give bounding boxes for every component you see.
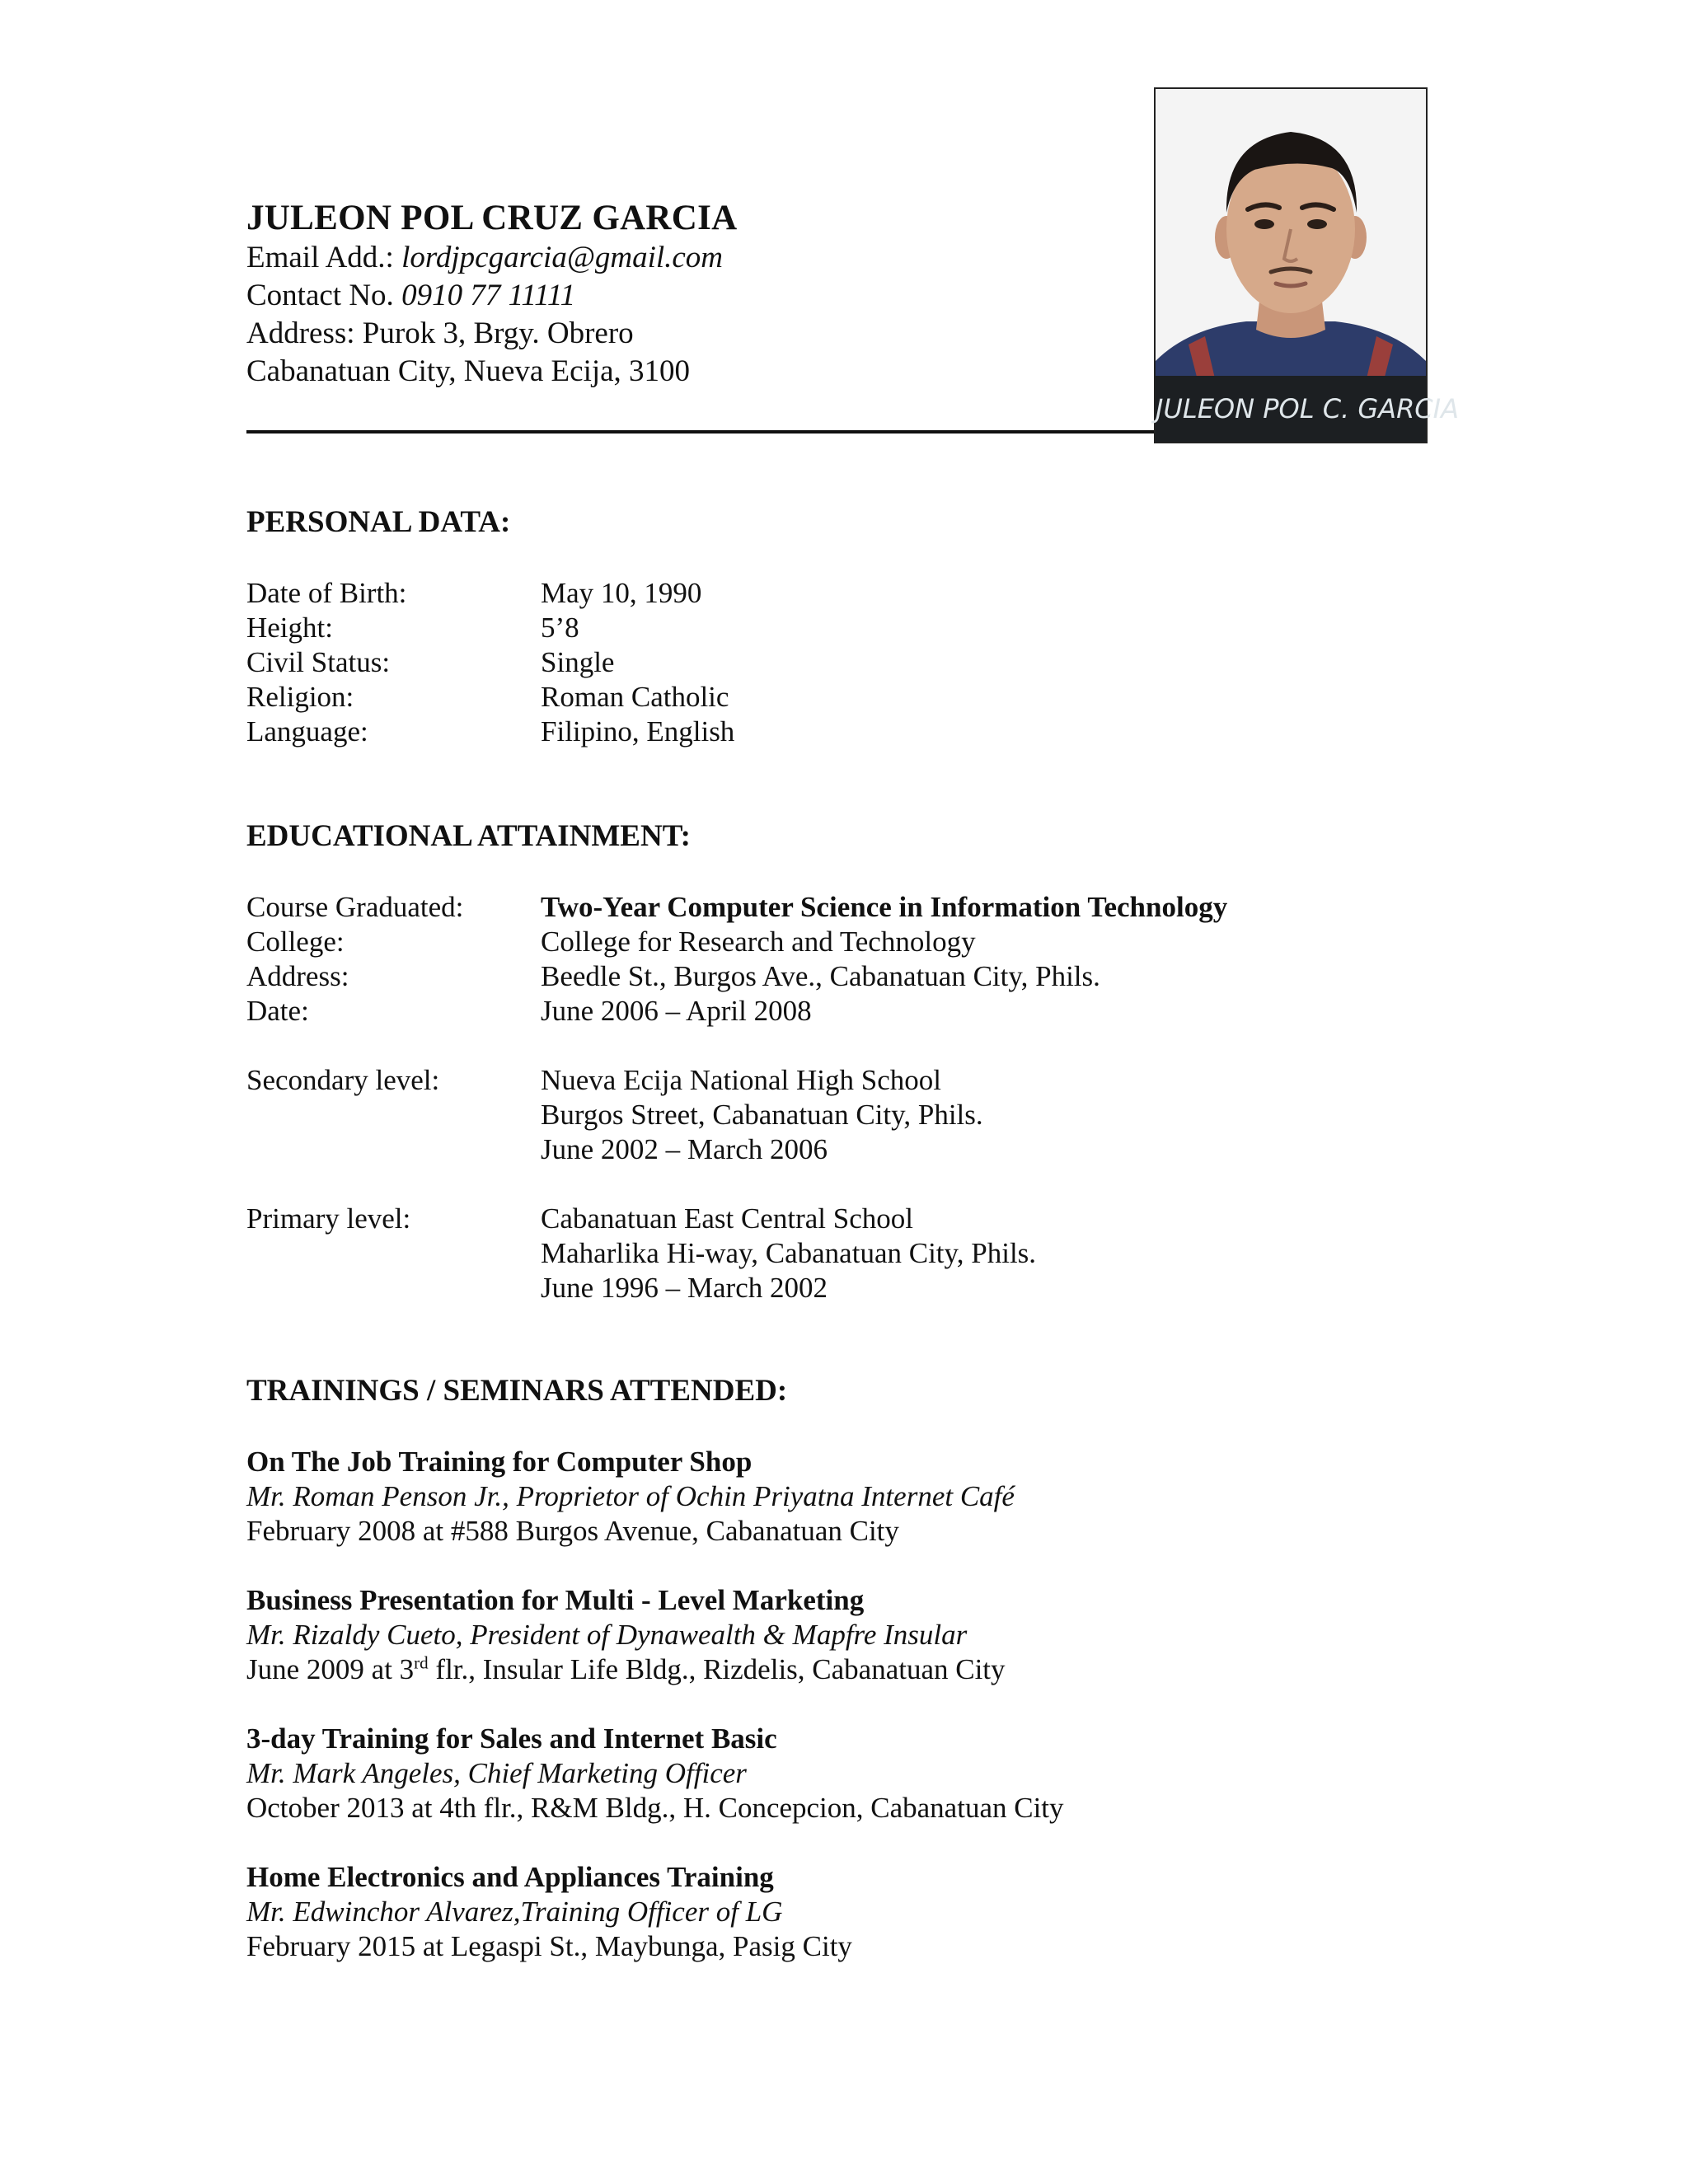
address-line-2: Cabanatuan City, Nueva Ecija, 3100 bbox=[246, 354, 691, 388]
training-title: On The Job Training for Computer Shop bbox=[246, 1446, 753, 1478]
training-title: Business Presentation for Multi - Level Marketing bbox=[246, 1584, 865, 1616]
college-address-value: Beedle St., Burgos Ave., Cabanatuan City, Phils. bbox=[541, 960, 1100, 992]
training-details: October 2013 at 4th flr., R&M Bldg., H. Concepcion, Cabanatuan City bbox=[246, 1792, 1064, 1824]
primary-address: Maharlika Hi-way, Cabanatuan City, Phils. bbox=[541, 1237, 1037, 1269]
civil-status-value: Single bbox=[541, 646, 615, 678]
secondary-address: Burgos Street, Cabanatuan City, Phils. bbox=[541, 1099, 983, 1131]
course-label: Course Graduated: bbox=[246, 891, 464, 923]
primary-school: Cabanatuan East Central School bbox=[541, 1202, 913, 1235]
height-value: 5’8 bbox=[541, 612, 579, 644]
photo-name-caption: JULEON POL C. GARCIA bbox=[1156, 376, 1426, 442]
header-divider bbox=[246, 430, 1155, 434]
college-label: College: bbox=[246, 926, 345, 958]
address-line-1: Address: Purok 3, Brgy. Obrero bbox=[246, 316, 634, 350]
personal-data-heading: PERSONAL DATA: bbox=[246, 505, 511, 539]
personal-data-row bbox=[246, 611, 734, 645]
training-person: Mr. Mark Angeles, Chief Marketing Officer bbox=[246, 1757, 747, 1789]
email-line bbox=[246, 239, 1153, 277]
applicant-photo bbox=[1154, 87, 1459, 443]
empty-label bbox=[246, 1271, 541, 1305]
language-value: Filipino, English bbox=[541, 715, 735, 748]
course-value: Two-Year Computer Science in Information Technology bbox=[541, 891, 1228, 923]
personal-data-table bbox=[246, 576, 734, 749]
civil-status-label: Civil Status: bbox=[246, 646, 391, 678]
birth-date-value: May 10, 1990 bbox=[541, 577, 702, 609]
contact-line bbox=[246, 277, 1153, 315]
language-label: Language: bbox=[246, 715, 368, 748]
empty-label bbox=[246, 1132, 541, 1167]
spacer bbox=[246, 1167, 1227, 1202]
personal-data-row bbox=[246, 680, 734, 715]
primary-address-row bbox=[246, 1236, 1227, 1271]
height-label: Height: bbox=[246, 612, 333, 644]
religion-value: Roman Catholic bbox=[541, 681, 729, 713]
personal-data-row bbox=[246, 576, 734, 611]
secondary-address-row bbox=[246, 1098, 1227, 1132]
secondary-label: Secondary level: bbox=[246, 1064, 440, 1096]
ordinal-suffix: rd bbox=[414, 1652, 429, 1673]
resume-header bbox=[246, 198, 1153, 391]
training-details-text: June 2009 at 3 bbox=[246, 1653, 415, 1685]
contact-value: 0910 77 11111 bbox=[401, 279, 576, 312]
empty-label bbox=[246, 1098, 541, 1132]
course-row bbox=[246, 890, 1227, 925]
training-title: 3-day Training for Sales and Internet Basic bbox=[246, 1722, 777, 1755]
religion-label: Religion: bbox=[246, 681, 354, 713]
spacer bbox=[246, 1029, 1227, 1063]
birth-date-label: Date of Birth: bbox=[246, 577, 407, 609]
secondary-date-row bbox=[246, 1132, 1227, 1167]
training-item bbox=[246, 1722, 1064, 1825]
empty-label bbox=[246, 1236, 541, 1271]
email-label: Email Add.: bbox=[246, 241, 402, 274]
training-title: Home Electronics and Appliances Training bbox=[246, 1861, 774, 1893]
personal-data-row bbox=[246, 715, 734, 749]
training-item bbox=[246, 1445, 1015, 1549]
education-heading: EDUCATIONAL ATTAINMENT: bbox=[246, 819, 691, 853]
primary-date: June 1996 – March 2002 bbox=[541, 1272, 828, 1304]
college-date-value: June 2006 – April 2008 bbox=[541, 995, 812, 1027]
college-date-label: Date: bbox=[246, 995, 309, 1027]
training-person: Mr. Edwinchor Alvarez,Training Officer of LG bbox=[246, 1896, 783, 1928]
training-item bbox=[246, 1583, 1006, 1687]
secondary-row bbox=[246, 1063, 1227, 1098]
email-value: lordjpcgarcia@gmail.com bbox=[401, 241, 724, 274]
training-item bbox=[246, 1860, 852, 1964]
contact-label: Contact No. bbox=[246, 279, 402, 312]
trainings-heading: TRAININGS / SEMINARS ATTENDED: bbox=[246, 1374, 788, 1408]
training-details bbox=[246, 1652, 1006, 1687]
secondary-date: June 2002 – March 2006 bbox=[541, 1133, 828, 1165]
college-row bbox=[246, 925, 1227, 959]
personal-data-row bbox=[246, 645, 734, 680]
secondary-school: Nueva Ecija National High School bbox=[541, 1064, 941, 1096]
primary-date-row bbox=[246, 1271, 1227, 1305]
training-person: Mr. Rizaldy Cueto, President of Dynawealth & Mapfre Insular bbox=[246, 1619, 968, 1651]
education-table bbox=[246, 890, 1227, 1305]
training-person: Mr. Roman Penson Jr., Proprietor of Ochin Priyatna Internet Café bbox=[246, 1480, 1015, 1512]
training-details: February 2008 at #588 Burgos Avenue, Cabanatuan City bbox=[246, 1515, 899, 1547]
training-details-text: flr., Insular Life Bldg., Rizdelis, Cabanatuan City bbox=[428, 1653, 1006, 1685]
college-date-row bbox=[246, 994, 1227, 1029]
college-value: College for Research and Technology bbox=[541, 926, 976, 958]
college-address-label: Address: bbox=[246, 960, 349, 992]
primary-row bbox=[246, 1202, 1227, 1236]
training-details: February 2015 at Legaspi St., Maybunga, Pasig City bbox=[246, 1930, 852, 1962]
primary-label: Primary level: bbox=[246, 1202, 411, 1235]
applicant-name: JULEON POL CRUZ GARCIA bbox=[246, 199, 738, 237]
college-address-row bbox=[246, 959, 1227, 994]
